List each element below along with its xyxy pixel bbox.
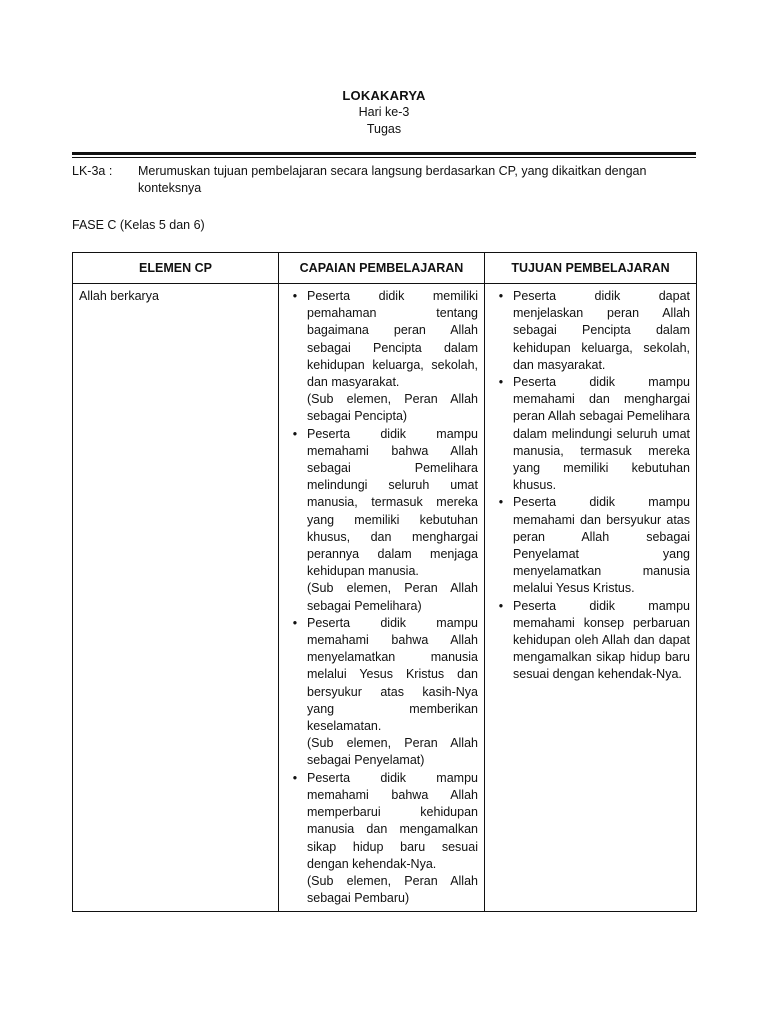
- element-cell: [73, 284, 279, 912]
- capaian-text: Peserta didik mampu memahami bahwa Allah menyelamatkan manusia melalui Yesus Kristus dan bersyukur atas kasih-Nya yang memberikan keselamatan.: [307, 615, 478, 734]
- capaian-text: Peserta didik mampu memahami bahwa Allah memperbarui kehidupan manusia dan mengamalkan sikap hidup baru sesuai dengan kehendak-Nya.: [307, 770, 478, 871]
- element-name: Allah berkarya: [79, 289, 159, 303]
- bullet-icon: •: [498, 598, 504, 613]
- bullet-icon: •: [292, 770, 298, 785]
- capaian-sub-element: (Sub elemen, Peran Allah sebagai Pembaru): [307, 873, 478, 906]
- task-code: LK-3a :: [72, 164, 113, 178]
- bullet-icon: •: [498, 375, 504, 390]
- list-item: [285, 426, 478, 615]
- list-item: [491, 374, 690, 494]
- day-label: Hari ke-3: [358, 105, 410, 119]
- capaian-text: Peserta didik mampu memahami bahwa Allah sebagai Pemelihara melindungi seluruh umat manusia, termasuk mereka yang memiliki kebutuhan khusus, dan menghargai perannya dalam menjaga kehidupan manusia.: [307, 426, 478, 579]
- table-header-row: [73, 253, 697, 284]
- tujuan-text: Peserta didik mampu memahami konsep perbaruan kehidupan oleh Allah dan dapat mengamalkan sikap hidup baru sesuai dengan kehendak-Nya.: [513, 598, 690, 682]
- header-rule-thick: [72, 152, 696, 155]
- bullet-icon: •: [498, 495, 504, 510]
- tujuan-text: Peserta didik mampu memahami dan bersyukur atas peran Allah sebagai Penyelamat yang menyelamatkan manusia melalui Yesus Kristus.: [513, 495, 690, 596]
- tujuan-cell: [485, 284, 697, 912]
- header-elemen-cp: ELEMEN CP: [73, 253, 279, 284]
- bullet-icon: •: [292, 615, 298, 630]
- task-description: Merumuskan tujuan pembelajaran secara langsung berdasarkan CP, yang dikaitkan dengan konteksnya: [138, 164, 647, 195]
- cp-table: [72, 252, 697, 912]
- capaian-sub-element: (Sub elemen, Peran Allah sebagai Pencipta): [307, 392, 478, 424]
- list-item: [285, 770, 478, 908]
- bullet-icon: •: [292, 289, 298, 303]
- list-item: [285, 288, 478, 426]
- capaian-text: Peserta didik memiliki pemahaman tentang bagaimana peran Allah sebagai Pencipta dalam kehidupan keluarga, sekolah, dan masyarakat.: [307, 289, 478, 390]
- tujuan-text: Peserta didik mampu memahami dan menghargai peran Allah sebagai Pemelihara dalam melindungi seluruh umat manusia, termasuk mereka yang memiliki kebutuhan khusus.: [513, 375, 690, 493]
- capaian-sub-element: (Sub elemen, Peran Allah sebagai Penyelamat): [307, 736, 478, 768]
- tujuan-text: Peserta didik dapat menjelaskan peran Allah sebagai Pencipta dalam kehidupan keluarga, sekolah, dan masyarakat.: [513, 289, 690, 372]
- tujuan-list: [491, 288, 690, 684]
- capaian-list: [285, 288, 478, 907]
- table-row: [73, 284, 697, 912]
- list-item: [285, 615, 478, 770]
- document-subtitle: Tugas: [366, 122, 402, 136]
- list-item: [491, 494, 690, 597]
- header-tujuan-pembelajaran: TUJUAN PEMBELAJARAN: [485, 253, 697, 284]
- document-header: [72, 87, 696, 138]
- capaian-sub-element: (Sub elemen, Peran Allah sebagai Pemelihara): [307, 581, 478, 613]
- bullet-icon: •: [292, 426, 298, 441]
- document-title: LOKAKARYA: [342, 88, 426, 103]
- fase-label: FASE C (Kelas 5 dan 6): [72, 218, 205, 232]
- header-rule-thin: [72, 157, 696, 158]
- list-item: [491, 598, 690, 684]
- list-item: [491, 288, 690, 374]
- bullet-icon: •: [498, 289, 504, 303]
- header-capaian-pembelajaran: CAPAIAN PEMBELAJARAN: [279, 253, 485, 284]
- capaian-cell: [279, 284, 485, 912]
